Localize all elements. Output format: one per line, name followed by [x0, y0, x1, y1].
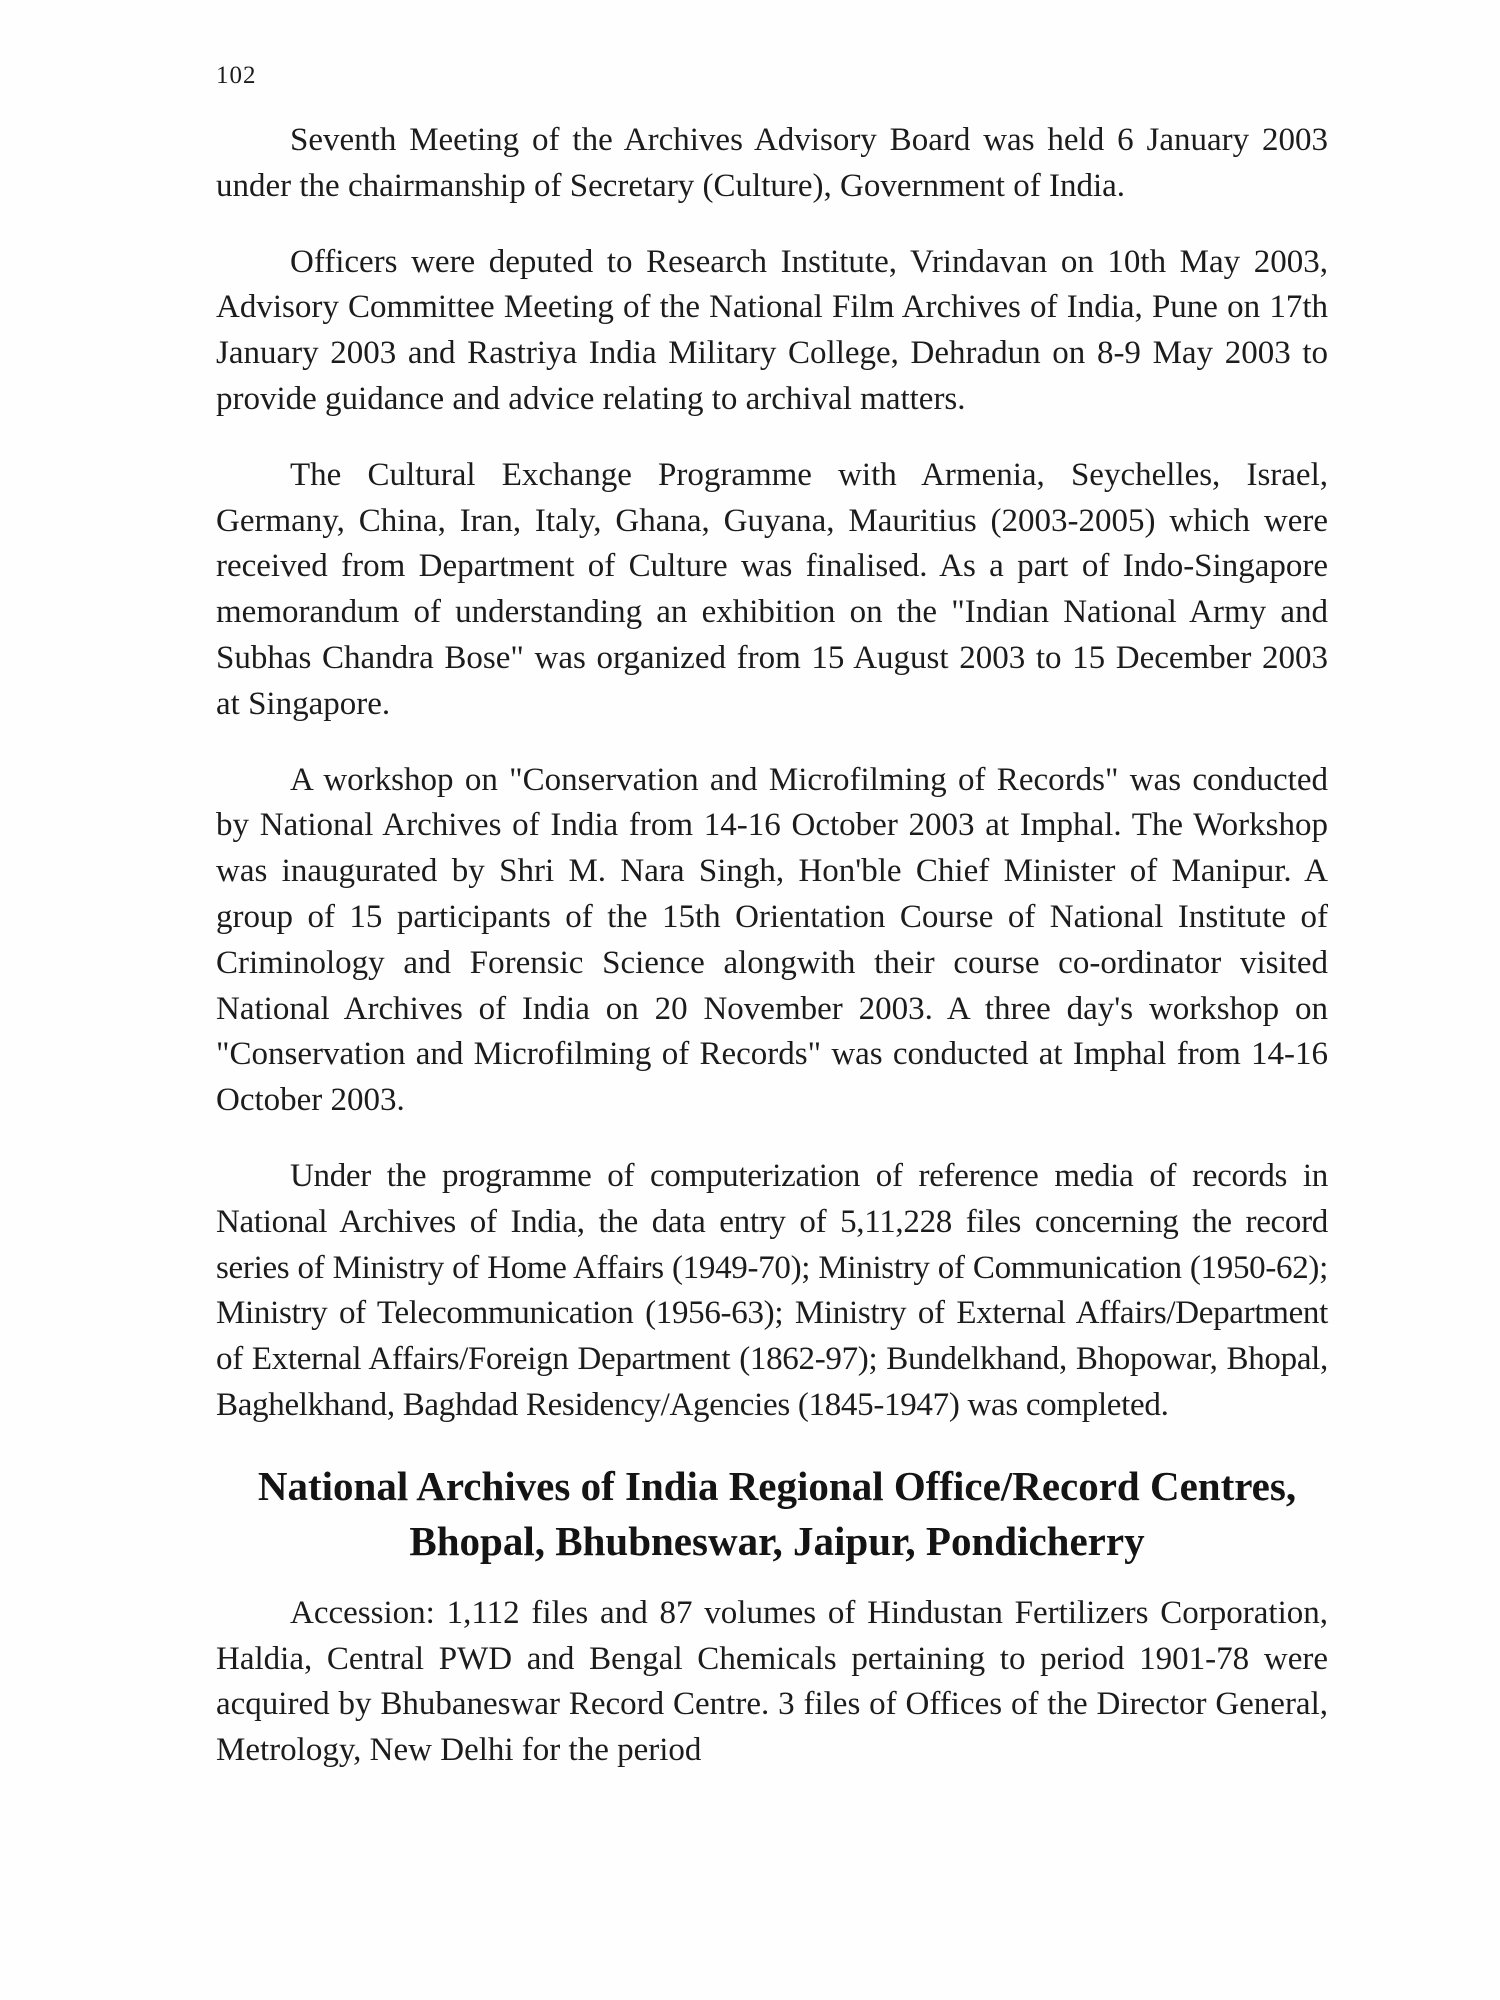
page-number: 102 — [216, 62, 257, 89]
paragraph-computerization: Under the programme of computerization of reference media of records in National Archives of India, the data entry of 5,11,228 files concerning the record series of Ministry of Home Affairs (1949-70); Ministry of Communication (1950-62); Ministry of Telecommunication (1956-63); Ministry of External Affairs/Department of External Affairs/Foreign Department (1862-97); Bundelkhand, Bhopowar, Bhopal, Baghelkhand, Baghdad Residency/Agencies (1845-1947) was completed. — [216, 1157, 1328, 1423]
paragraph-workshop: A workshop on "Conservation and Microfilming of Records" was conducted by National Archives of India from 14-16 October 2003 at Imphal. The Workshop was inaugurated by Shri M. Nara Singh, Hon'ble Chief Minister of Manipur. A group of 15 participants of the 15th Orientation Course of National Institute of Criminology and Forensic Science alongwith their course co-ordinator visited National Archives of India on 20 November 2003. A three day's workshop on "Conservation and Microfilming of Records" was conducted at Imphal from 14-16 October 2003. — [216, 761, 1328, 1119]
paragraph-accession: Accession: 1,112 files and 87 volumes of Hindustan Fertilizers Corporation, Haldia, Central PWD and Bengal Chemicals pertaining to period 1901-78 were acquired by Bhubaneswar Record Centre. 3 files of Offices of the Director General, Metrology, New Delhi for the period — [216, 1594, 1328, 1769]
page-body — [216, 118, 1328, 1804]
paragraph-cultural-exchange: The Cultural Exchange Programme with Armenia, Seychelles, Israel, Germany, China, Iran, Italy, Ghana, Guyana, Mauritius (2003-2005) which were received from Department of Culture was finalised. As a part of Indo-Singapore memorandum of understanding an exhibition on the "Indian National Army and Subhas Chandra Bose" was organized from 15 August 2003 to 15 December 2003 at Singapore. — [216, 456, 1328, 722]
section-heading: National Archives of India Regional Office/Record Centres, Bhopal, Bhubneswar, Jaipur, Pondicherry — [257, 1462, 1297, 1564]
paragraph-officers-deputed: Officers were deputed to Research Institute, Vrindavan on 10th May 2003, Advisory Committee Meeting of the National Film Archives of India, Pune on 17th January 2003 and Rastriya India Military College, Dehradun on 8-9 May 2003 to provide guidance and advice relating to archival matters. — [216, 243, 1328, 417]
paragraph-advisory-board: Seventh Meeting of the Archives Advisory Board was held 6 January 2003 under the chairmanship of Secretary (Culture), Government of India. — [216, 122, 1328, 204]
